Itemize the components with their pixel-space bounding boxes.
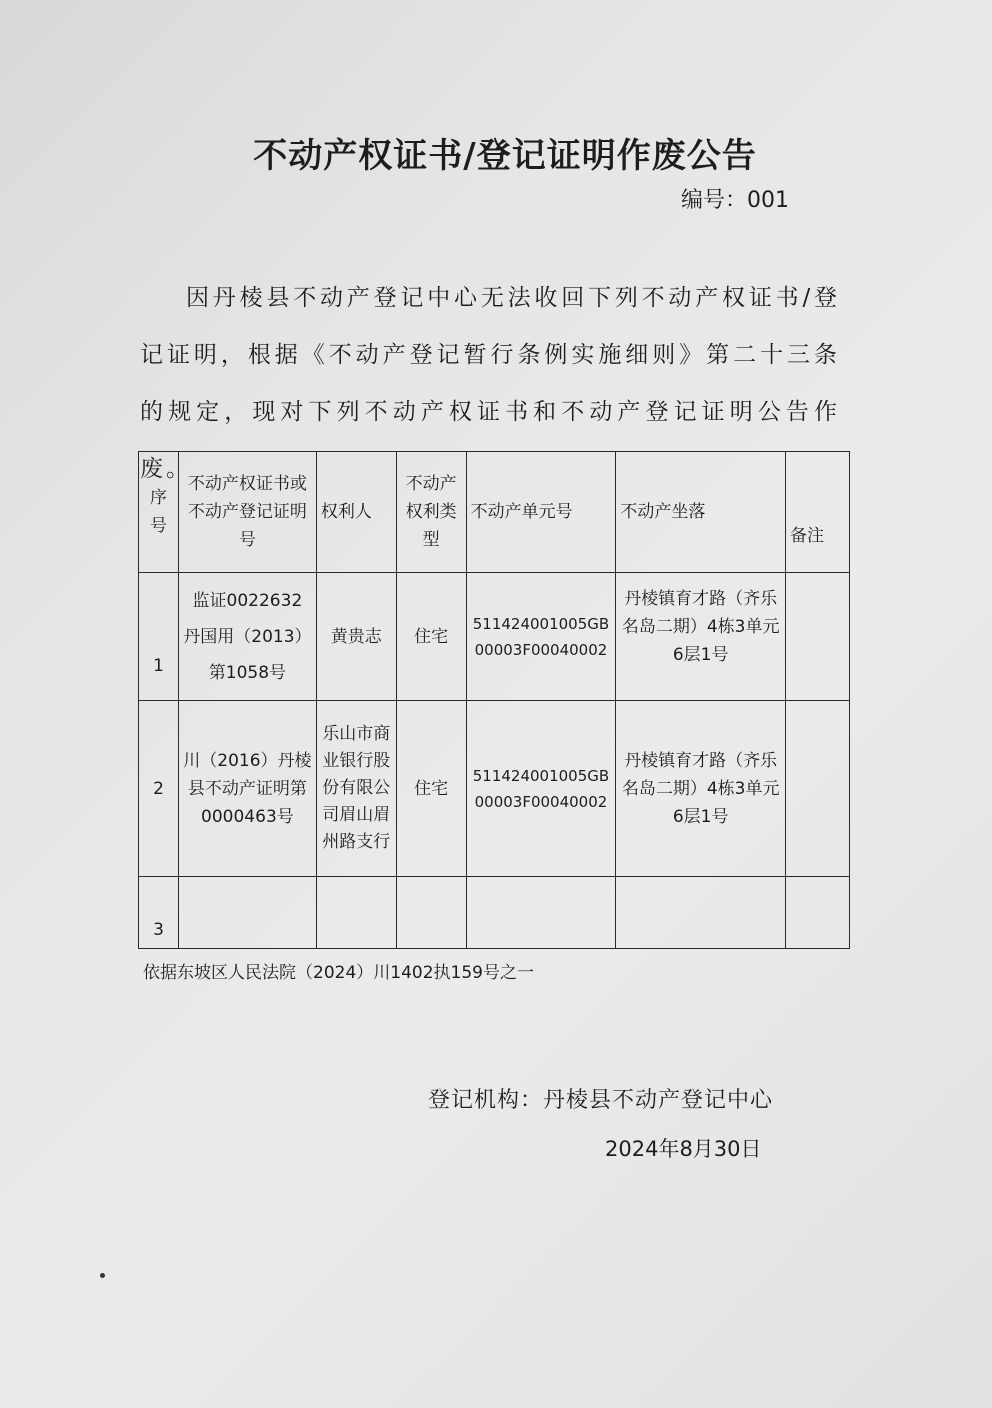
registration-organization: 登记机构：丹棱县不动产登记中心 [428, 1088, 774, 1113]
row-unit: 511424001005GB00003F00040002 [466, 701, 616, 877]
table-header-row [139, 452, 850, 573]
row-holder: 黄贵志 [316, 573, 396, 701]
announcement-date: 2024年8月30日 [605, 1137, 762, 1161]
header-unit: 不动产单元号 [466, 452, 616, 573]
cert-line: 丹国用（2013） [183, 626, 312, 647]
row-type [396, 877, 466, 949]
row-location: 丹棱镇育才路（齐乐名岛二期）4栋3单元6层1号 [616, 573, 786, 701]
row-unit: 511424001005GB00003F00040002 [466, 573, 616, 701]
page-title: 不动产权证书/登记证明作废公告 [253, 136, 757, 176]
document-number: 编号：001 [681, 188, 789, 213]
header-location: 不动产坐落 [616, 452, 786, 573]
row-cert [178, 877, 316, 949]
header-seq: 序号 [139, 452, 179, 573]
row-holder: 乐山市商业银行股份有限公司眉山眉州路支行 [316, 701, 396, 877]
row-remark [786, 701, 850, 877]
header-holder: 权利人 [316, 452, 396, 573]
header-remark: 备注 [786, 452, 850, 573]
row-holder [316, 877, 396, 949]
table-row [139, 701, 850, 877]
row-type: 住宅 [396, 701, 466, 877]
paper-speck [100, 1273, 105, 1278]
row-cert [178, 573, 316, 701]
header-type: 不动产权利类型 [396, 452, 466, 573]
row-seq: 3 [139, 877, 179, 949]
row-unit [466, 877, 616, 949]
row-type: 住宅 [396, 573, 466, 701]
row-location: 丹棱镇育才路（齐乐名岛二期）4栋3单元6层1号 [616, 701, 786, 877]
table-row [139, 573, 850, 701]
row-cert: 川（2016）丹棱县不动产证明第0000463号 [178, 701, 316, 877]
legal-basis-note: 依据东坡区人民法院（2024）川1402执159号之一 [143, 963, 534, 983]
row-remark [786, 877, 850, 949]
row-seq: 2 [139, 701, 179, 877]
announcement-paragraph: 因丹棱县不动产登记中心无法收回下列不动产权证书/登记证明，根据《不动产登记暂行条例实施细则》第二十三条的规定，现对下列不动产权证书和不动产登记证明公告作废。 [140, 285, 840, 482]
row-remark [786, 573, 850, 701]
void-certificate-table [138, 451, 850, 949]
table-row [139, 877, 850, 949]
row-seq: 1 [139, 573, 179, 701]
header-cert: 不动产权证书或不动产登记证明号 [178, 452, 316, 573]
cert-line: 第1058号 [208, 662, 287, 683]
row-location [616, 877, 786, 949]
cert-line: 监证0022632 [192, 590, 303, 611]
